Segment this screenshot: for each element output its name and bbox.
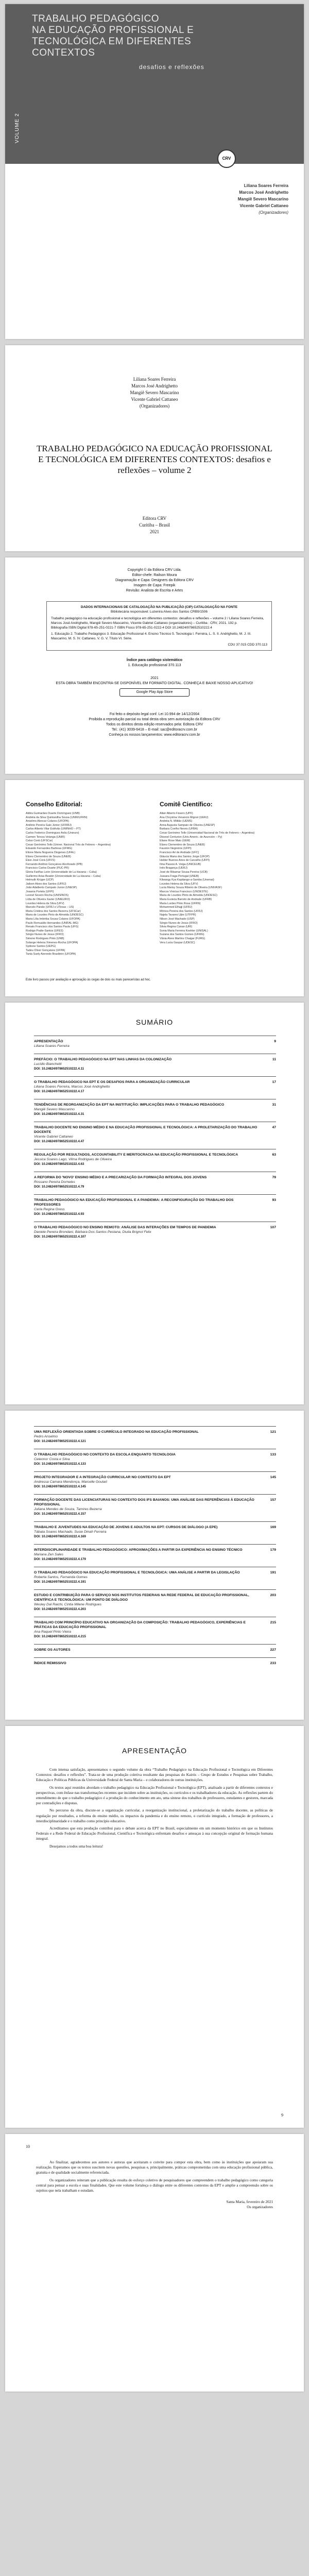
council-member: Maria Cristina dos Santos Bezerra (UFSCar): [26, 909, 81, 913]
toc-entry[interactable]: [34, 1617, 276, 1644]
council-member: Andréia da Silva Quintanilha Sousa (UNIR/UFRN): [26, 816, 88, 819]
paragraph: No percurso da obra, discute-se a organização curricular, a reorganização institucional, a proletarização do trabalho docente, as políticas de regulação por resultados, a reforma do ensino médio, os impactos da pandemia e do ensino remoto, o currículo integrado, a formação de professores, a interdisciplinaridade e o trabalho como princípio educativo.: [36, 1808, 273, 1823]
toc-entry-author: Jessica Soares Lago, Vilma Rodrigues de Oliveira: [34, 1158, 112, 1161]
council-member: Carlos Federico Dominguez Avila (Unieuro): [26, 831, 79, 835]
toc-entry-page: 179: [270, 1548, 276, 1552]
paragraph: Desejamos a todos uma boa leitura!: [49, 1843, 104, 1849]
council-member: Lídia de Oliveira Xavier (UNIEURO): [26, 898, 70, 902]
toc-entry-page: 11: [272, 1058, 276, 1061]
council-member: Paulo Romualdo Hernandes (UNIFAL-MG): [26, 921, 79, 925]
council-member: Sérgio Nunes de Jesus (IFRO): [160, 921, 198, 925]
toc-entry-doi: DOI: 10.24824/978652510222.4.191: [34, 1580, 86, 1584]
catalog-index: [46, 658, 263, 668]
council-member: Mônica Pereira dos Santos (UFRJ): [160, 909, 203, 913]
council-member: Eliane Rose Maio (UEM): [160, 839, 191, 843]
catalog-librarian: Bibliotecária responsável: Luzenira Alves dos Santos CRB9/1506: [111, 610, 208, 614]
paragraph: Ao finalizar, agradecemos aos autores e autoras que aceitaram o convite para compor esta obra, bem como às instituições que apoiaram sua realização. Esperamos que os textos suscitem novas questões, pesquisas e, principalmente, práticas comprometidas com uma educação profissional pública, gratuita e de qualidade socialmente referenciada.: [36, 2160, 273, 2175]
toc-entry-author: Vicente Gabriel Cattaneo: [34, 1135, 73, 1139]
council-member: Marcelo Paixão (UFRJ e UTexas – US): [26, 906, 74, 909]
council-member: Francisco Carlos Duarte (PUC-PR): [26, 867, 69, 870]
apresentacao-page: [5, 1726, 304, 2128]
toc-entry-author: Daniele Pereira Brondani, Bárbara Dos Santos Pestana, Diulia Brignol Felix: [34, 1230, 151, 1234]
catalog-title: DADOS INTERNACIONAIS DE CATALOGAÇÃO NA PUBLICAÇÃO (CIP) CATALOGAÇÃO NA FONTE: [80, 605, 238, 609]
council-member: Jailson Alves dos Santos (UFRJ): [26, 882, 66, 886]
council-member: Élsio José Corá (UFFS): [26, 859, 55, 862]
council-member: Carlos Alberto Vilar Estêvão (UMINHO – PT): [26, 827, 81, 831]
council-member: Gloria Fariñas León (Universidade de La Havana – Cuba): [26, 870, 97, 874]
toc-entry-author: Rossano Pereira Dorneles: [34, 1180, 75, 1184]
toc-entry-doi: DOI: 10.24824/978652510222.4.93: [34, 1212, 84, 1216]
toc-entry-page: 79: [272, 1176, 276, 1179]
toc-entry-author: Juliana Mendes de Souza, Tamires Bezerra: [34, 1507, 102, 1511]
toc-entry-page: 227: [270, 1648, 276, 1652]
council-member: Jussara Fraga Portugal (UNEB): [160, 874, 199, 878]
council-member: Guillermo Arias Beatón (Universidade de La Havana – Cuba): [26, 874, 101, 878]
toc-entry-title: PROJETO INTEGRADOR E A INTEGRAÇÃO CURRICULAR NO CONTEXTO DA EPT: [34, 1476, 171, 1479]
cover-page: [5, 4, 304, 339]
legal-block: [46, 712, 263, 738]
sumario-page-2: [5, 1411, 304, 1720]
toc-entry-page: 145: [270, 1476, 276, 1479]
paragraph: Os organizadores reiteram que a publicação resulta do esforço coletivo de pesquisadores que compreendem o trabalho pedagógico como categoria central para pensar a escola e suas finalidades. Que este volume fortaleça o diálogo entre os diferentes contextos da EPT e amplie a compreensão sobre os sujeitos que nela trabalham e estudam.: [36, 2177, 273, 2193]
app-store-badges[interactable]: Google Play App Store: [119, 688, 190, 697]
council-member: João Adalberto Campato Junior (UNESP): [26, 886, 77, 890]
toc-entry-page: 17: [272, 1080, 276, 1084]
cover-title-line: NA EDUCAÇÃO PROFISSIONAL E: [32, 25, 194, 36]
toc-entry[interactable]: [34, 1521, 276, 1544]
toc-entry-page: 191: [270, 1571, 276, 1574]
toc-entry-title: APRESENTAÇÃO: [34, 1040, 63, 1043]
council-member: Mohammed Elhajji (UFRJ): [160, 906, 193, 909]
toc-entry-doi: DOI: 10.24824/978652510222.4.79: [34, 1185, 84, 1189]
toc-entry-page: 63: [272, 1153, 276, 1157]
toc-entry-page: 133: [270, 1453, 276, 1456]
council-member: Sonia Maria Ferreira Koehler (UNISAL): [160, 929, 208, 933]
toc-entry-doi: DOI: 10.24824/978652510222.4.121: [34, 1439, 86, 1443]
apresentacao-title: APRESENTAÇÃO: [122, 1747, 187, 1755]
organizer-name: Mangiê Severo Mascarino: [237, 197, 288, 201]
book-title: TRABALHO PEDAGÓGICO NA EDUCAÇÃO PROFISSIONAL E TECNOLÓGICA EM DIFERENTES CONTEXTOS: desafios e reflexões – volume 2: [36, 444, 273, 475]
legal-deposit: Foi feito o depósito legal conf. Lei 10.994 de 14/12/2004: [109, 713, 200, 716]
council-member: Maria de Lourdes Pinto de Almeida (UNOESC): [26, 913, 84, 917]
council-member: Aldira Guimarães Duarte Domínguez (UNB): [26, 812, 80, 815]
toc-entry-author: Carla Regina Gress: [34, 1208, 65, 1211]
toc-entry-title: TRABALHO E JUVENTUDES NA EDUCAÇÃO DE JOVENS E ADULTOS NA EPT: CURSOS DE DIÁLOGO (A EPE): [34, 1526, 218, 1529]
organizer-label: (Organizadores): [259, 210, 288, 215]
council-member: Helmuth Krüger (UCP): [26, 878, 54, 882]
toc-entry-doi: DOI: 10.24824/978652510222.4.17: [34, 1090, 84, 1093]
page-number: 9: [281, 2113, 283, 2117]
index-title: Índice para catálogo sistemático: [126, 658, 183, 662]
author-label: (Organizadores): [139, 403, 170, 409]
apresentacao-body: [36, 1767, 273, 1851]
toc-entry-author: Wesley Dal Raichi, Cintia Milene Rodrigues: [34, 1603, 101, 1606]
council-member: Inês Bragança (UERJ): [160, 867, 187, 870]
toc-entry[interactable]: [34, 1644, 276, 1657]
council-member: Elione Maria Nogueira Diogenes (UFAL): [26, 851, 76, 854]
credits-header: [46, 568, 263, 594]
copyright: Copyright © da Editora CRV Ltda.: [127, 568, 182, 572]
toc-entry-author: Celeonor Costa e Silva: [34, 1458, 70, 1461]
council-member: Lucia Marisy Souza Ribeiro de Oliveira (UNIVASF): [160, 886, 222, 890]
table-of-contents-part-1: [34, 1036, 276, 1244]
council-member: Simone Rodrigues Pinto (UNB): [26, 937, 64, 940]
toc-entry-author: Pedro Anselmo: [34, 1435, 58, 1438]
publisher-logo: CRV: [217, 149, 236, 168]
cover-title-line: CONTEXTOS: [32, 47, 95, 58]
council-member: Anselmo Alencar Colares (UFOPA): [26, 820, 69, 823]
toc-entry-title: O TRABALHO PEDAGÓGICO NO CONTEXTO DA ESCOLA ENQUANTO TECNOLOGIA: [34, 1453, 176, 1456]
cover-title-line: TRABALHO PEDAGÓGICO: [32, 13, 160, 24]
council-member: Elizeu Clementino de Souza (UNEB): [26, 855, 71, 858]
council-member: Maria Eurácia Barreto de Andrade (UFRB): [160, 898, 212, 902]
toc-entry-page: 107: [270, 1226, 276, 1229]
council-member: Josania Portela (UFPI): [26, 890, 54, 893]
credit-line: Imagem de Capa: Freepik: [133, 584, 176, 587]
council-member: Andréia N. Militão (UEMS): [160, 820, 193, 823]
toc-entry-page: 215: [270, 1621, 276, 1624]
council-member: Vânia Alves Martins Chaigar (FURG): [160, 937, 205, 940]
council-member: Tania Suely Azevedo Brasileiro (UFOPA): [26, 953, 76, 956]
toc-entry-doi: DOI: 10.24824/978652510222.4.63: [34, 1162, 84, 1166]
toc-entry-author: Andressa Camara Mendonça, Marcelle Goulart: [34, 1480, 108, 1484]
council-member: Helder Buenos Aires de Carvalho (UFPI): [160, 859, 210, 862]
council-member: Lourdes Helena da Silva (UFV): [26, 902, 64, 905]
sumario-title: SUMÁRIO: [135, 1018, 174, 1026]
toc-entry-doi: DOI: 10.24824/978652510222.4.203: [34, 1607, 86, 1611]
reproduction-notice: Proibida a reprodução parcial ou total desta obra sem autorização da Editora CRV: [89, 718, 220, 721]
toc-entry-doi: DOI: 10.24824/978652510222.4.31: [34, 1112, 84, 1116]
council-member: Sydione Santos (UEPG): [26, 945, 56, 948]
catalog-card: [46, 601, 272, 651]
council-member: Ilma Passos A. Veiga (UNICEUB): [160, 862, 201, 866]
catalog-entry: Trabalho pedagógico na educação profissional e tecnológica em diferentes contextos: desafios e reflexões – volume 2 / Liliana Soares Ferreira, Marcos José Andrighetto, Mangiê Severo Mascarino, Vicente Gabriel Cattaneo (organizadores) – Curitiba : CRV, 2021. 192 p.: [51, 617, 264, 625]
title-page-authors: [5, 376, 304, 410]
toc-entry-author: Tábata Soares Machado, Susie Dinah Ferreira: [34, 1530, 107, 1534]
cover-title: [32, 13, 207, 59]
toc-entry-page: 233: [270, 1662, 276, 1665]
council-member: Ana Chrystina Venancio Mignot (UERJ): [160, 816, 209, 819]
organizer-name: Vicente Gabriel Cattaneo: [239, 204, 288, 208]
toc-entry[interactable]: [34, 1036, 276, 1054]
toc-entry-page: 121: [270, 1430, 276, 1434]
toc-entry-title: TRABALHO COM PRINCÍPIO EDUCATIVO NA ORGANIZAÇÃO DA COMPOSIÇÃO: TRABALHO PEDAGÓGICO, EXPERIÊNCIAS E PRÁTICAS DA EDUCAÇÃO PROFISSIONAL: [34, 1621, 246, 1629]
toc-entry-doi: DOI: 10.24824/978652510222.4.107: [34, 1235, 86, 1239]
toc-entry-title: FORMAÇÃO DOCENTE DAS LICENCIATURAS NO CONTEXTO DOS IFS BAIANOS: UMA ANÁLISE DAS REFERÊNCIAS À EDUCAÇÃO PROFISSIONAL: [34, 1498, 254, 1506]
title-page: [5, 345, 304, 551]
toc-entry[interactable]: [34, 1567, 276, 1589]
toc-entry-author: Mangiê Severo Mascarino: [34, 1108, 75, 1111]
toc-entry-page: 169: [270, 1526, 276, 1529]
toc-entry[interactable]: [34, 1076, 276, 1099]
council-member: Antônio Pereira Gaio Júnior (UFRRJ): [26, 823, 72, 827]
toc-entry[interactable]: [34, 1054, 276, 1076]
credit-line: Diagramação e Capa: Designers da Editora CRV: [115, 579, 194, 582]
cover-title-line: TECNOLÓGICA EM DIFERENTES: [32, 36, 192, 47]
council-member: Suzana dos Santos Gomes (UFMG): [160, 933, 204, 937]
year-line: 2021: [150, 676, 159, 680]
toc-entry[interactable]: [34, 1589, 276, 1617]
toc-entry-title: ÍNDICE REMISSIVO: [34, 1662, 66, 1665]
apresentacao-body-continued: [36, 2160, 273, 2210]
toc-entry-title: O TRABALHO PEDAGÓGICO NA EPT E OS DESAFIOS PARA A ORGANIZAÇÃO CURRICULAR: [34, 1080, 190, 1084]
toc-entry-title: REGULAÇÃO POR RESULTADOS, ACCOUNTABILITY E MERITOCRACIA NA EDUCAÇÃO PROFISSIONAL E TECNOLÓGICA: [34, 1153, 238, 1157]
toc-entry-doi: DOI: 10.24824/978652510222.4.47: [34, 1140, 84, 1143]
toc-entry-doi: DOI: 10.24824/978652510222.4.157: [34, 1512, 86, 1516]
organizer-name: Marcos José Andrighetto: [239, 190, 288, 195]
table-of-contents-part-2: [34, 1426, 276, 1671]
toc-entry-page: 157: [270, 1498, 276, 1502]
council-member: Renato Francisco dos Santos Paula (UFG): [26, 925, 79, 929]
credit-line: Revisão: Analista de Escrita e Artes: [126, 589, 183, 592]
toc-entry-title: INTERDISCIPLINARIDADE E TRABALHO PEDAGÓGICO: APROXIMAÇÕES A PARTIR DA EXPERIÊNCIA NO ENSINO TÉCNICO: [34, 1548, 243, 1552]
paragraph: Acreditamos que esta produção contribui para o debate acerca da EPT no Brasil, especialmente em um momento histórico em que os Institutos Federais e a Rede Federal de Educação Profissional, Científica e Tecnológica enfrentam desafios e ameaças à sua concepção original de formação humana integral.: [36, 1826, 273, 1841]
catalog-isbn: Bibliografia ISBN Digital 978-65-251-0221-7 ISBN Físico 978-65-251-0222-4 DOI 10.24824/978652510222.4: [51, 626, 212, 630]
council-member: Celso Conti (UFSCar): [26, 839, 53, 843]
author-name: Liliana Soares Ferreira: [133, 377, 176, 382]
toc-entry-title: O TRABALHO PEDAGÓGICO NA EDUCAÇÃO PROFISSIONAL E TECNOLÓGICA: UMA ANÁLISE A PARTIR DA LEGISLAÇÃO: [34, 1571, 240, 1574]
toc-entry[interactable]: [34, 1471, 276, 1494]
toc-entry-page: 47: [272, 1126, 276, 1129]
toc-entry-title: O TRABALHO PEDAGÓGICO NO ENSINO REMOTO: ANÁLISE DAS INTERAÇÕES EM TEMPOS DE PANDEMIA: [34, 1226, 216, 1229]
paragraph: Com intensa satisfação, apresentamos o segundo volume da obra “Trabalho Pedagógico na Educação Profissional e Tecnológica em Diferentes Contextos: desafios e reflexões”. Trata-se de uma produção coletiva resultante das pesquisas do Kairós – Grupo de Estudos e Pesquisas sobre Trabalho, Educação e Políticas Públicas da Universidade Federal de Santa Maria – e colaboradores de outras instituições.: [36, 1767, 273, 1783]
scientific-committee-title: Comitê Científico:: [160, 801, 213, 808]
council-member: Eduardo Fernandes Barbosa (UFMG): [26, 847, 73, 851]
council-member: Carmen Tereza Velanga (UNIR): [26, 835, 65, 839]
toc-entry[interactable]: [34, 1099, 276, 1122]
council-member: Barbara Coelho Neves (UFBA): [160, 827, 198, 831]
toc-entry-title: TENDÊNCIAS DE REORGANIZAÇÃO DA EPT NA INSTITUIÇÃO: IMPLICAÇÕES PARA O TRABALHO PEDAGÓGICO: [34, 1103, 225, 1107]
council-member: Diosnel Centurion (Univ Americ. de Asunción – Py): [160, 835, 222, 839]
toc-entry-doi: DOI: 10.24824/978652510222.4.169: [34, 1535, 86, 1538]
cover-subtitle: desafios e reflexões: [139, 63, 204, 71]
page-number: 10: [26, 2144, 30, 2149]
council-member: Rodrigo Pratte-Santos (UFES): [26, 929, 63, 933]
publisher-city: Curitiba – Brasil: [139, 522, 170, 528]
volume-label: VOLUME 2: [14, 113, 20, 143]
toc-entry-doi: DOI: 10.24824/978652510222.4.215: [34, 1635, 86, 1638]
toc-entry-doi: DOI: 10.24824/978652510222.4.133: [34, 1462, 86, 1466]
toc-entry-author: Ana Raquel Pinto Vieira: [34, 1630, 72, 1634]
toc-entry-title: TRABALHO DOCENTE NO ENSINO MÉDIO E NA EDUCAÇÃO PROFISSIONAL E TECNOLÓGICA: A PROLETARIZAÇÃO DO TRABALHO DOCENTE: [34, 1126, 258, 1134]
toc-entry-author: Liliana Soares Ferreira, Marcos José Andrighetto: [34, 1085, 110, 1089]
council-member: Elizeu Clementino de Souza (UNEB): [160, 843, 205, 846]
toc-entry-title: A REFORMA DO 'NOVO' ENSINO MÉDIO E A PRECARIZAÇÃO DA FORMAÇÃO INTEGRAL DOS JOVENS: [34, 1176, 207, 1179]
council-member: Cesar Gerónimo Tello (Univer. Nacional Três de Febrero – Argentina): [26, 843, 111, 846]
author-name: Mangiê Severo Mascarino: [130, 390, 179, 395]
contact-line: Tel.: (41) 3039-6418 – E-mail: sac@editoracrv.com.br: [112, 728, 197, 732]
credit-line: Editor-chefe: Railson Moura: [132, 573, 177, 577]
council-member: Silvia Regina Canan (URI): [160, 925, 193, 929]
rights-notice: ESTA OBRA TAMBÉM ENCONTRA-SE DISPONÍVEL EM FORMATO DIGITAL. CONHEÇA E BAIXE NOSSO APLICATIVO!: [56, 682, 253, 685]
index-line: 1. Educação profissional 370.113: [128, 664, 181, 667]
toc-entry-author: Lucídio Bianchetti: [34, 1062, 62, 1066]
council-member: Marcos Vinicius Francisco (UNOESTE): [160, 890, 208, 893]
publisher-block: [5, 515, 304, 535]
catalog-cdu: CDU 37.015 CDD 370.113: [228, 643, 267, 647]
publisher-name: Editora CRV: [142, 516, 167, 521]
author-name: Marcos José Andrighetto: [131, 383, 178, 388]
toc-entry-page: 93: [272, 1198, 276, 1202]
council-member: Fernando Antônio Gonçalves Alcoforado (IPB): [26, 862, 83, 866]
council-page: [5, 780, 304, 996]
council-member: Anna Augusta Sampaio de Oliveira (UNESP): [160, 823, 215, 827]
toc-entry[interactable]: [34, 1172, 276, 1194]
toc-entry-author: Mariana Zen Sales: [34, 1553, 64, 1556]
toc-entry-page: 31: [272, 1103, 276, 1107]
council-member: Najela Tavares Ujiie (UTFPR): [160, 913, 196, 917]
council-member: Sérgio Nunes de Jesus (IFRO): [26, 933, 64, 937]
toc-entry[interactable]: [34, 1122, 276, 1149]
rights-block: [46, 676, 263, 699]
toc-entry[interactable]: [34, 1657, 276, 1671]
council-member: Kilwangy Kya Kapitango-a-Samba (Unemat): [160, 878, 214, 882]
editorial-council-list: [26, 812, 154, 957]
signature-authors: Os organizadores: [247, 2205, 273, 2210]
toc-entry[interactable]: [34, 1494, 276, 1521]
council-member: Gláucia Maria dos Santos Jorge (UFOP): [160, 855, 210, 858]
council-member: Fauston Negreiros (UFPI): [160, 847, 192, 851]
apresentacao-page-2: [5, 2134, 304, 2392]
toc-entry-author: Liliana Soares Ferreira: [34, 1044, 70, 1048]
cover-organizers: [185, 182, 288, 216]
scientific-committee-list: [160, 812, 288, 945]
organizer-name: Liliana Soares Ferreira: [244, 183, 288, 188]
toc-entry[interactable]: [34, 1149, 276, 1172]
publisher-year: 2021: [150, 529, 159, 534]
council-member: Altair Alberto Fávero (UPF): [160, 812, 193, 815]
toc-entry-author: Roberta Santos, Fernanda Gomes: [34, 1575, 88, 1579]
toc-entry-title: TRABALHO PEDAGÓGICO NA EDUCAÇÃO PROFISSIONAL E A PANDEMIA: A RECONFIGURAÇÃO DO TRABALHO DOS PROFESSORES: [34, 1198, 234, 1207]
council-member: Vera Lucia Gaspar (UDESC): [160, 941, 195, 944]
toc-entry-doi: DOI: 10.24824/978652510222.4.11: [34, 1067, 84, 1071]
peer-review-note: Este livro passou por avaliação e aprovação às cegas de dois ou mais pareceristas ad hoc.: [26, 978, 151, 981]
toc-entry[interactable]: [34, 1222, 276, 1244]
author-name: Vicente Gabriel Cattaneo: [131, 397, 178, 402]
toc-entry-doi: DOI: 10.24824/978652510222.4.179: [34, 1557, 86, 1561]
council-member: Maria Lília Imbiriba Sousa Colares (UFOPA): [26, 918, 80, 921]
toc-entry-title: PREFÁCIO: O TRABALHO PEDAGÓGICO NA EPT NAS LINHAS DA COLONIZAÇÃO: [34, 1058, 172, 1061]
toc-entry-doi: DOI: 10.24824/978652510222.4.145: [34, 1485, 86, 1488]
toc-entry-title: SOBRE OS AUTORES: [34, 1648, 71, 1652]
toc-entry-title: ESTUDO E CONTRIBUIÇÃO PARA O SERVIÇO NOS INSTITUTOS FEDERAIS NA REDE FEDERAL DE EDUCAÇÃO PROFISSIONAL, CIENTÍFICA E TECNOLÓGICA: UM PONTO DE DIÁLOGO: [34, 1594, 249, 1602]
signature-place-date: Santa Maria, fevereiro de 2021: [226, 2199, 273, 2205]
toc-entry[interactable]: [34, 1449, 276, 1471]
toc-entry[interactable]: [34, 1544, 276, 1567]
council-member: Cesar Gerónimo Tello (Universidad Nacional de Três de Febrero – Argentina): [160, 831, 255, 835]
council-member: José de Ribamar Sousa Pereira (UCB): [160, 870, 208, 874]
sumario-page: [5, 1003, 304, 1404]
council-member: Solange Helena Ximenes-Rocha (UFOPA): [26, 941, 78, 944]
rights-reserved: Todos os direitos desta edição reservados pela: Editora CRV: [106, 723, 203, 726]
paragraph: Os textos aqui reunidos abordam o trabalho pedagógico na Educação Profissional e Tecnológica (EPT), analisado a partir de diferentes contextos e perspectivas, com ênfase nas transformações recentes que incidem sobre as instituições, os currículos e os trabalhadores da educação. As reflexões partem do entendimento de que o trabalho pedagógico é a produção do conhecimento em ato, uma síntese dos trabalhos de professores, estudantes e gestores, marcada por contradições e disputas.: [36, 1785, 273, 1806]
website-link[interactable]: Conheça os nossos lançamentos: www.editoracrv.com.br: [109, 733, 200, 737]
toc-entry[interactable]: [34, 1194, 276, 1222]
toc-entry[interactable]: [34, 1426, 276, 1449]
catalog-keywords: 1. Educação 2. Trabalho Pedagógico 3. Educação Profissional 4. Ensino Técnico 5. Tecnologia I. Ferreira, L. S. II. Andrighetto, M. J. III. Mascarino, M. S. IV. Cattaneo, V. G. V. Título VI. Série.: [51, 632, 251, 640]
council-member: Tadeu Oliver Gonçalves (UFPA): [26, 948, 65, 952]
council-member: Leonel Severo Rocha (UNISINOS): [26, 894, 68, 897]
editorial-council-title: Conselho Editorial:: [26, 801, 83, 808]
credits-page: [5, 557, 304, 774]
council-member: Maria Lurdes Pinto Rosa (UFRN): [160, 902, 201, 905]
toc-entry-page: 203: [270, 1594, 276, 1597]
council-member: Francisco Ari de Andrade (UFC): [160, 851, 199, 854]
council-member: Nilson José Machado (USP): [160, 918, 195, 921]
toc-entry-title: UMA REFLEXÃO ORIENTADA SOBRE O CURRÍCULO INTEGRADO NA EDUCAÇÃO PROFISSIONAL: [34, 1430, 199, 1434]
council-member: Maria de Lourdes Pinto de Almeida (UNOESC): [160, 894, 218, 897]
council-member: Lourdes Helena da Silva (UFV): [160, 882, 198, 886]
toc-entry-page: 9: [274, 1040, 276, 1043]
